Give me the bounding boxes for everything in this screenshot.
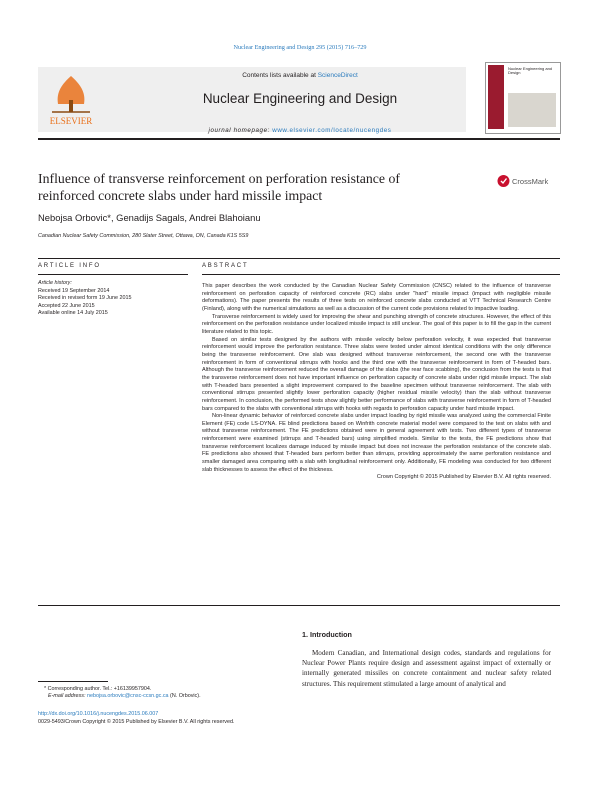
journal-cover-thumbnail <box>485 62 561 134</box>
crossmark-badge[interactable] <box>497 174 561 188</box>
history-revised: Received in revised form 19 June 2015 <box>38 295 132 302</box>
history-online: Available online 14 July 2015 <box>38 310 108 317</box>
history-accepted: Accepted 22 June 2015 <box>38 302 95 309</box>
sciencedirect-link[interactable]: ScienceDirect <box>317 72 358 79</box>
header-rule <box>38 138 560 140</box>
doi-link[interactable]: http://dx.doi.org/10.1016/j.nucengdes.2015.06.007 <box>38 711 159 717</box>
email-label: E-mail address: <box>48 693 87 700</box>
history-received: Received 19 September 2014 <box>38 287 110 294</box>
abstract-paragraph: Non-linear dynamic behavior of reinforced concrete slabs under impact loading by rigid missile was analyzed using the commercial Finite Element (FE) code LS-DYNA. FE blind predictions based on Winfrith concrete material model were compared to the test on slabs with and without transverse reinforcement. The FE predictions obtained were in general agreement with tests. Two different types of transverse reinforcement were examined (stirrups and T-headed bars) using simplified models. Similar to the tests, the FE predictions show that transverse reinforcement localizes damage induced by missile impact but does not increase the perforation resistance of the concrete slab. FE predictions also showed that T-headed bars perform better than stirrups, providing approximately the same perforation resistance and smaller damaged area comparing with a slab with longitudinal reinforcement only. Additionally, FE modeling was conducted for two different slab thicknesses to assess the effect of the thickness. <box>202 413 551 473</box>
article-history <box>38 280 132 318</box>
footnote-rule <box>38 681 108 682</box>
abstract-paragraph: Based on similar tests designed by the authors with missile velocity below perforation velocity, it was expected that transverse reinforcement would improve the perforation resistance. Three slabs were tested under almost identical conditions with the only difference being the transverse reinforcement. One slab was designed without transverse reinforcement, the second one with the transverse reinforcement in form of conventional stirrups with hooks and the third one with the transverse reinforcement in form of T-headed bars. Although the transverse reinforcement reduced the overall damage of the slabs (the rear face scabbing), the conclusion from the tests is that the transverse reinforcement does not have important influence on perforation capacity of concrete slabs under rigid missile impact. The slab with T-headed bars presented a slight improvement compared to the baseline specimen without transverse reinforcement. The slab with conventional stirrups presented slightly lower perforation capacity (higher residual missile velocity) than the slab without transverse reinforcement. In conclusion, the performed tests show slightly better performance of slabs with transverse reinforcement in form of T-headed bars compared to the slabs with conventional stirrups with hooks with regards to perforation capacity under hard missile impact. <box>202 336 551 412</box>
cover-title: Nuclear Engineering and Design <box>508 66 553 75</box>
homepage-link[interactable]: www.elsevier.com/locate/nucengdes <box>272 127 392 134</box>
corresponding-author-footnote <box>38 686 288 701</box>
abstract-heading: ABSTRACT <box>202 263 249 269</box>
article-info-rule <box>38 274 188 275</box>
email-line <box>38 693 288 700</box>
abstract-bottom-rule <box>38 605 560 606</box>
introduction-text: Modern Canadian, and International design codes, standards and regulations for Nuclear Power Plants require design and assessment against impact of externally or internally generated missiles on concrete containment and nuclear safety related structures. This requirement stimulated a large amount of analytical and <box>302 649 551 688</box>
elsevier-wordmark: ELSEVIER <box>49 116 93 126</box>
crossmark-label: CrossMark <box>512 177 549 186</box>
doi-block <box>38 711 234 726</box>
contents-prefix: Contents lists available at <box>242 72 318 79</box>
abstract-paragraph: Transverse reinforcement is widely used for improving the shear and punching strength of concrete structures. However, the effect of this reinforcement on the perforation resistance under localized missile impact is still unclear. The goal of this paper is to fill the gap in the current literature related to this topic. <box>202 313 551 335</box>
history-label: Article history: <box>38 280 72 286</box>
cover-stripe <box>488 65 504 129</box>
journal-name: Nuclear Engineering and Design <box>202 91 398 106</box>
email-suffix: (N. Orbovic). <box>168 693 201 700</box>
author-list[interactable]: Nebojsa Orbovic*, Genadijs Sagals, Andrei Blahoianu <box>38 212 261 223</box>
abstract-paragraph: This paper describes the work conducted by the Canadian Nuclear Safety Commission (CNSC) related to the influence of transverse reinforcement on perforation capacity of reinforced concrete (RC) slabs under "hard" missile impact (impact with negligible missile deformations). The paper presents the results of three tests on reinforced concrete slabs conducted at VTT Technical Research Centre (Finland), along with the numerical simulations as well as a discussion of the current code provisions related to impactive loading. <box>202 283 551 312</box>
section-heading-introduction: 1. Introduction <box>302 630 352 639</box>
article-info-heading: ARTICLE INFO <box>38 263 101 269</box>
abstract-body <box>202 283 551 482</box>
homepage-label: journal homepage: <box>208 127 273 134</box>
corresponding-author: * Corresponding author. Tel.: +16139957904. <box>44 686 152 692</box>
author-affiliation: Canadian Nuclear Safety Commission, 280 Slater Street, Ottawa, ON, Canada K1S 5S9 <box>38 233 249 239</box>
doi-rights: 0029-5493/Crown Copyright © 2015 Published by Elsevier B.V. All rights reserved. <box>38 718 235 725</box>
abstract-copyright: Crown Copyright © 2015 Published by Elsevier B.V. All rights reserved. <box>376 474 551 481</box>
cover-image <box>508 93 556 127</box>
info-rule <box>38 258 560 259</box>
abstract-rule <box>202 274 560 275</box>
email-link[interactable]: nebojsa.orbovic@cnsc-ccsn.gc.ca <box>86 693 169 700</box>
journal-citation[interactable]: Nuclear Engineering and Design 295 (2015) 716–729 <box>233 44 367 51</box>
article-title: Influence of transverse reinforcement on perforation resistance of reinforced concrete slabs under hard missile impact <box>38 171 400 203</box>
crossmark-icon <box>498 175 510 187</box>
